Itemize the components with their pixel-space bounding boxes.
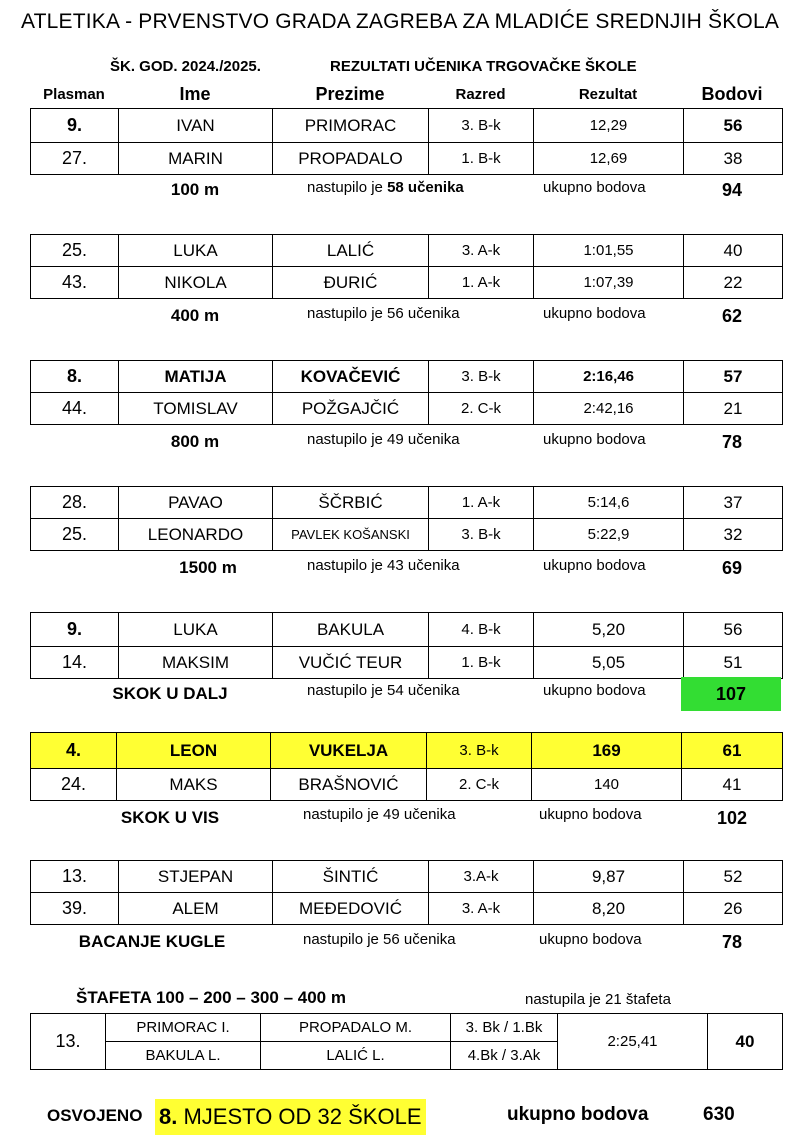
class-cell: 3. B-k (429, 519, 534, 551)
points-cell: 41 (682, 769, 783, 801)
page-title: ATLETIKA - PRVENSTVO GRADA ZAGREBA ZA MLADIĆE SREDNJIH ŠKOLA (20, 10, 780, 33)
points-cell: 38 (684, 143, 783, 175)
place-cell: 43. (31, 267, 119, 299)
points-cell: 51 (684, 647, 783, 679)
result-cell: 12,69 (534, 143, 684, 175)
table-row (31, 893, 783, 925)
event-name: 400 m (170, 306, 220, 325)
event-total: 78 (721, 432, 743, 452)
first-name-cell: MAKS (117, 769, 271, 801)
event-name: SKOK U DALJ (112, 684, 228, 703)
first-name-cell: LUKA (119, 235, 273, 267)
class-cell: 3. B-k (429, 361, 534, 393)
table-row (31, 769, 783, 801)
last-name-cell: PROPADALO (273, 143, 429, 175)
class-cell: 3. A-k (429, 893, 534, 925)
place-cell: 14. (31, 647, 119, 679)
place-cell: 44. (31, 393, 119, 425)
result-cell: 2:16,46 (534, 361, 684, 393)
place-cell: 8. (31, 361, 119, 393)
event-name: 1500 m (179, 558, 237, 577)
place-cell: 9. (31, 109, 119, 143)
first-name-cell: LEON (117, 733, 271, 769)
class-cell: 1. A-k (429, 267, 534, 299)
last-name-cell: BRAŠNOVIĆ (271, 769, 427, 801)
place-cell: 27. (31, 143, 119, 175)
class-cell: 3.A-k (429, 861, 534, 893)
result-cell: 5,05 (534, 647, 684, 679)
total-label: ukupno bodova (543, 305, 646, 322)
last-name-cell: VUKELJA (271, 733, 427, 769)
class-cell: 4.Bk / 3.Ak (451, 1042, 558, 1070)
result-cell: 140 (532, 769, 682, 801)
relay-participants: nastupila je 21 štafeta (525, 991, 671, 1008)
class-cell: 1. A-k (429, 487, 534, 519)
table-row (31, 519, 783, 551)
event-name: 100 m (170, 180, 220, 199)
header-prezime: Prezime (315, 84, 385, 104)
place-cell: 13. (31, 861, 119, 893)
table-row (31, 613, 783, 647)
table-row (31, 393, 783, 425)
final-place-text: MJESTO OD 32 ŠKOLE (183, 1104, 422, 1129)
points-cell: 22 (684, 267, 783, 299)
participants-count: nastupilo je 49 učenika (303, 806, 456, 823)
event-name: SKOK U VIS (120, 808, 220, 827)
points-cell: 32 (684, 519, 783, 551)
first-name-cell: STJEPAN (119, 861, 273, 893)
event-total-highlight: 107 (681, 677, 781, 711)
place-cell: 28. (31, 487, 119, 519)
participants-count: nastupilo je 43 učenika (307, 557, 460, 574)
result-cell: 2:42,16 (534, 393, 684, 425)
school-year: ŠK. GOD. 2024./2025. (110, 58, 261, 75)
first-name-cell: MARIN (119, 143, 273, 175)
table-row-highlight (31, 733, 783, 769)
class-cell: 2. C-k (427, 769, 532, 801)
points-cell: 52 (684, 861, 783, 893)
last-name-cell: LALIĆ (273, 235, 429, 267)
header-razred: Razred (455, 86, 506, 103)
header-rezultat: Rezultat (578, 86, 638, 103)
last-name-cell: PAVLEK KOŠANSKI (273, 519, 429, 551)
points-cell: 61 (682, 733, 783, 769)
first-name-cell: ALEM (119, 893, 273, 925)
first-name-cell: LUKA (119, 613, 273, 647)
participants-count: nastupilo je 56 učenika (307, 305, 460, 322)
class-cell: 3. A-k (429, 235, 534, 267)
runner-cell: PROPADALO M. (261, 1014, 451, 1042)
class-cell: 4. B-k (429, 613, 534, 647)
result-cell: 1:07,39 (534, 267, 684, 299)
points-cell: 21 (684, 393, 783, 425)
results-title: REZULTATI UČENIKA TRGOVAČKE ŠKOLE (330, 58, 637, 75)
points-cell: 26 (684, 893, 783, 925)
results-table-100m (30, 108, 783, 175)
event-total: 102 (716, 808, 748, 828)
last-name-cell: BAKULA (273, 613, 429, 647)
results-table-1500m (30, 486, 783, 551)
event-name: 800 m (170, 432, 220, 451)
participants-count: nastupilo je 49 učenika (307, 431, 460, 448)
place-cell: 25. (31, 235, 119, 267)
class-cell: 3. Bk / 1.Bk (451, 1014, 558, 1042)
result-cell: 12,29 (534, 109, 684, 143)
final-place: 8. (159, 1104, 178, 1129)
table-row (31, 143, 783, 175)
first-name-cell: PAVAO (119, 487, 273, 519)
first-name-cell: MAKSIM (119, 647, 273, 679)
points-cell: 56 (684, 613, 783, 647)
class-cell: 1. B-k (429, 143, 534, 175)
won-label: OSVOJENO (47, 1106, 143, 1125)
event-name: BACANJE KUGLE (78, 932, 226, 951)
last-name-cell: ĐURIĆ (273, 267, 429, 299)
results-table-high-jump (30, 732, 783, 801)
place-cell: 24. (31, 769, 117, 801)
place-cell: 13. (31, 1014, 106, 1070)
table-row (31, 109, 783, 143)
first-name-cell: IVAN (119, 109, 273, 143)
last-name-cell: ŠINTIĆ (273, 861, 429, 893)
result-cell: 1:01,55 (534, 235, 684, 267)
header-bodovi: Bodovi (701, 84, 763, 104)
results-table-400m (30, 234, 783, 299)
points-cell: 56 (684, 109, 783, 143)
total-label: ukupno bodova (543, 682, 646, 699)
table-row (31, 1014, 783, 1042)
result-cell: 5:14,6 (534, 487, 684, 519)
relay-title: ŠTAFETA 100 – 200 – 300 – 400 m (76, 988, 346, 1007)
class-cell: 3. B-k (429, 109, 534, 143)
runner-cell: PRIMORAC I. (106, 1014, 261, 1042)
participants-count: nastupilo je 54 učenika (307, 682, 460, 699)
participants-count: nastupilo je 58 učenika (307, 179, 464, 196)
place-cell: 25. (31, 519, 119, 551)
result-cell: 8,20 (534, 893, 684, 925)
result-cell: 5,20 (534, 613, 684, 647)
results-table-shot-put (30, 860, 783, 925)
points-cell: 40 (684, 235, 783, 267)
event-total: 78 (721, 932, 743, 952)
event-total: 94 (721, 180, 743, 200)
runner-cell: LALIĆ L. (261, 1042, 451, 1070)
first-name-cell: NIKOLA (119, 267, 273, 299)
result-cell: 169 (532, 733, 682, 769)
first-name-cell: LEONARDO (119, 519, 273, 551)
runner-cell: BAKULA L. (106, 1042, 261, 1070)
place-cell: 39. (31, 893, 119, 925)
points-cell: 37 (684, 487, 783, 519)
event-total: 62 (721, 306, 743, 326)
result-cell: 9,87 (534, 861, 684, 893)
last-name-cell: PRIMORAC (273, 109, 429, 143)
total-label: ukupno bodova (543, 179, 646, 196)
last-name-cell: KOVAČEVIĆ (273, 361, 429, 393)
class-cell: 3. B-k (427, 733, 532, 769)
grand-total: 630 (703, 1104, 735, 1125)
results-table-long-jump (30, 612, 783, 679)
header-ime: Ime (179, 84, 211, 104)
table-row (31, 487, 783, 519)
header-plasman: Plasman (43, 86, 105, 103)
class-cell: 2. C-k (429, 393, 534, 425)
place-cell: 4. (31, 733, 117, 769)
last-name-cell: ŠČRBIĆ (273, 487, 429, 519)
last-name-cell: VUČIĆ TEUR (273, 647, 429, 679)
first-name-cell: MATIJA (119, 361, 273, 393)
points-cell: 40 (708, 1014, 783, 1070)
table-row (31, 361, 783, 393)
table-row (31, 861, 783, 893)
table-row (31, 235, 783, 267)
total-label: ukupno bodova (543, 557, 646, 574)
place-cell: 9. (31, 613, 119, 647)
final-place-highlight (155, 1099, 426, 1135)
total-label: ukupno bodova (539, 806, 642, 823)
relay-table (30, 1013, 783, 1070)
grand-total-label: ukupno bodova (507, 1104, 649, 1125)
total-label: ukupno bodova (543, 431, 646, 448)
class-cell: 1. B-k (429, 647, 534, 679)
result-cell: 5:22,9 (534, 519, 684, 551)
last-name-cell: MEĐEDOVIĆ (273, 893, 429, 925)
table-row (31, 647, 783, 679)
result-cell: 2:25,41 (558, 1014, 708, 1070)
results-table-800m (30, 360, 783, 425)
event-total: 69 (721, 558, 743, 578)
table-row (31, 267, 783, 299)
first-name-cell: TOMISLAV (119, 393, 273, 425)
last-name-cell: POŽGAJČIĆ (273, 393, 429, 425)
total-label: ukupno bodova (539, 931, 642, 948)
points-cell: 57 (684, 361, 783, 393)
participants-count: nastupilo je 56 učenika (303, 931, 456, 948)
